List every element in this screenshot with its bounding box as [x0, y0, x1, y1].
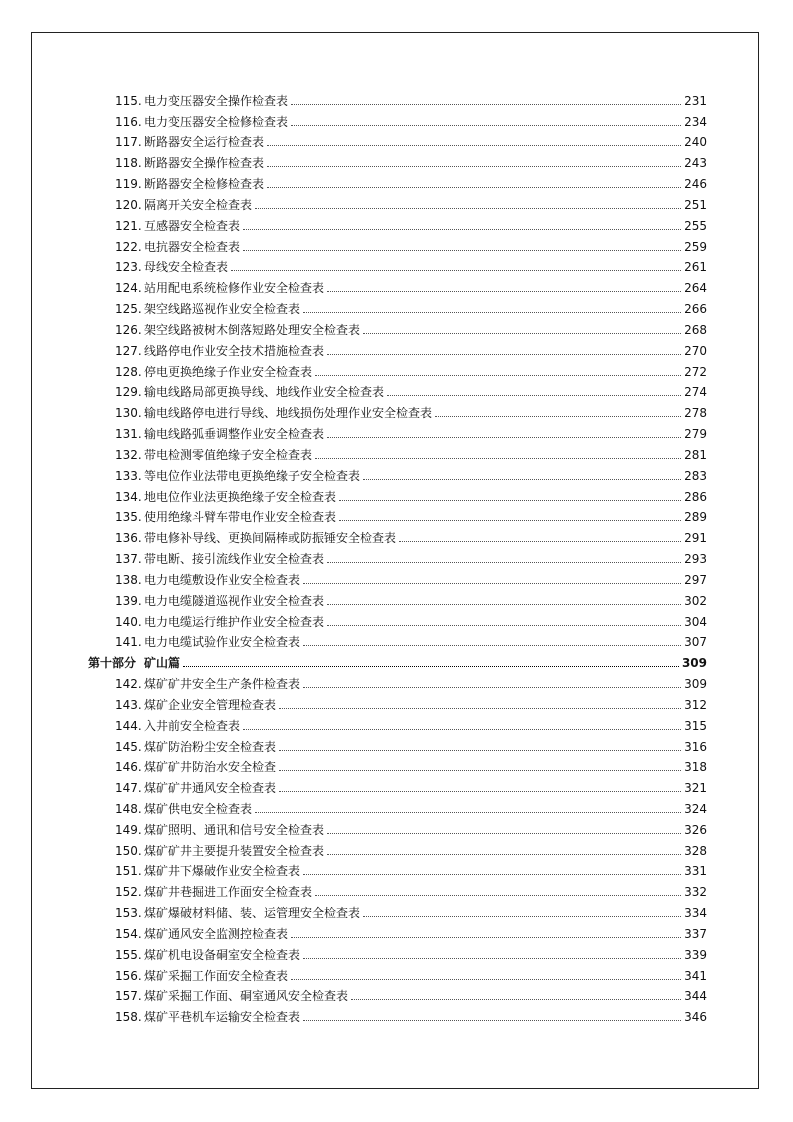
dot-leader — [291, 104, 681, 105]
toc-entry[interactable] — [88, 962, 707, 983]
toc-entry-page: 279 — [684, 427, 707, 442]
toc-entry-number: 153. — [115, 906, 142, 921]
toc-entry-number: 140. — [115, 614, 142, 629]
toc-entry-title: 停电更换绝缘子作业安全检查表 — [144, 364, 313, 379]
toc-entry-number: 141. — [115, 635, 142, 650]
toc-entry[interactable] — [88, 587, 707, 608]
toc-entry-number: 146. — [115, 760, 142, 775]
dot-leader — [279, 708, 681, 709]
toc-entry[interactable] — [88, 420, 707, 441]
toc-entry-page: 297 — [684, 572, 707, 587]
toc-entry-page: 283 — [684, 468, 707, 483]
toc-entry-number: 154. — [115, 926, 142, 941]
toc-entry-title: 煤矿矿井主要提升装置安全检查表 — [144, 843, 325, 858]
toc-entry-page: 318 — [684, 760, 707, 775]
toc-entry-number: 150. — [115, 843, 142, 858]
toc-entry-page: 324 — [684, 801, 707, 816]
toc-entry[interactable] — [88, 441, 707, 462]
toc-entry-number: 117. — [115, 135, 142, 150]
toc-entry-page: 272 — [684, 364, 707, 379]
toc-entry-number: 125. — [115, 302, 142, 317]
toc-entry-page: 274 — [684, 385, 707, 400]
toc-entry-page: 266 — [684, 302, 707, 317]
toc-entry[interactable] — [88, 129, 707, 150]
toc-entry-number: 133. — [115, 468, 142, 483]
toc-entry-number: 155. — [115, 947, 142, 962]
toc-entry[interactable] — [88, 524, 707, 545]
dot-leader — [267, 145, 681, 146]
toc-entry-page: 240 — [684, 135, 707, 150]
dot-leader — [435, 416, 681, 417]
dot-leader — [279, 791, 681, 792]
dot-leader — [243, 229, 681, 230]
dot-leader — [291, 125, 681, 126]
toc-entry[interactable] — [88, 87, 707, 108]
toc-entry-number: 149. — [115, 822, 142, 837]
dot-leader — [351, 999, 681, 1000]
toc-entry[interactable] — [88, 816, 707, 837]
toc-entry-title: 断路器安全运行检查表 — [144, 135, 265, 150]
toc-entry-page: 246 — [684, 177, 707, 192]
toc-entry-title: 煤矿防治粉尘安全检查表 — [144, 739, 277, 754]
toc-entry-number: 136. — [115, 531, 142, 546]
toc-entry-page: 304 — [684, 614, 707, 629]
toc-entry-title: 煤矿矿井安全生产条件检查表 — [144, 677, 301, 692]
toc-entry-number: 132. — [115, 447, 142, 462]
toc-entry-page: 316 — [684, 739, 707, 754]
toc-entry-page: 334 — [684, 906, 707, 921]
toc-entry-title: 煤矿爆破材料储、装、运管理安全检查表 — [144, 906, 361, 921]
toc-entry-page: 234 — [684, 114, 707, 129]
toc-entry[interactable] — [88, 462, 707, 483]
toc-entry-number: 121. — [115, 218, 142, 233]
toc-entry-page: 286 — [684, 489, 707, 504]
toc-section-heading[interactable] — [88, 649, 707, 670]
toc-entry-page: 331 — [684, 864, 707, 879]
toc-entry-title: 煤矿采掘工作面安全检查表 — [144, 968, 289, 983]
toc-entry-number: 127. — [115, 343, 142, 358]
toc-entry-page: 293 — [684, 552, 707, 567]
toc-entry-page: 270 — [684, 343, 707, 358]
dot-leader — [303, 312, 681, 313]
dot-leader — [339, 520, 681, 521]
toc-entry[interactable] — [88, 399, 707, 420]
toc-entry-number: 第十部分 — [88, 656, 137, 671]
toc-entry-number: 134. — [115, 489, 142, 504]
toc-entry-title: 输电线路弧垂调整作业安全检查表 — [144, 427, 325, 442]
toc-entry-number: 116. — [115, 114, 142, 129]
toc-entry-title: 入井前安全检查表 — [144, 718, 241, 733]
dot-leader — [267, 187, 681, 188]
toc-entry[interactable] — [88, 358, 707, 379]
toc-entry-number: 148. — [115, 801, 142, 816]
toc-entry-page: 291 — [684, 531, 707, 546]
toc-entry-page: 346 — [684, 1010, 707, 1025]
toc-entry-title: 煤矿采掘工作面、硐室通风安全检查表 — [144, 989, 349, 1004]
toc-entry-number: 137. — [115, 552, 142, 567]
toc-entry-page: 339 — [684, 947, 707, 962]
toc-entry-title: 使用绝缘斗臂车带电作业安全检查表 — [144, 510, 337, 525]
toc-entry-number: 115. — [115, 93, 142, 108]
toc-entry[interactable] — [88, 670, 707, 691]
dot-leader — [339, 500, 681, 501]
toc-entry-page: 326 — [684, 822, 707, 837]
toc-entry-number: 126. — [115, 322, 142, 337]
toc-entry-page: 332 — [684, 885, 707, 900]
toc-entry[interactable] — [88, 983, 707, 1004]
toc-entry-number: 124. — [115, 281, 142, 296]
toc-entry-title: 隔离开关安全检查表 — [144, 197, 253, 212]
dot-leader — [327, 625, 681, 626]
toc-entry[interactable] — [88, 566, 707, 587]
toc-entry-title: 断路器安全操作检查表 — [144, 156, 265, 171]
toc-entry[interactable] — [88, 170, 707, 191]
toc-entry-title: 架空线路巡视作业安全检查表 — [144, 302, 301, 317]
toc-entry-page: 312 — [684, 697, 707, 712]
toc-entry[interactable] — [88, 149, 707, 170]
toc-entry-page: 261 — [684, 260, 707, 275]
toc-entry[interactable] — [88, 379, 707, 400]
toc-entry-number: 122. — [115, 239, 142, 254]
toc-entry-number: 128. — [115, 364, 142, 379]
toc-entry[interactable] — [88, 754, 707, 775]
toc-entry-page: 243 — [684, 156, 707, 171]
toc-entry-title: 煤矿供电安全检查表 — [144, 801, 253, 816]
dot-leader — [363, 333, 681, 334]
toc-entry-number: 147. — [115, 781, 142, 796]
toc-entry-number: 145. — [115, 739, 142, 754]
dot-leader — [363, 916, 681, 917]
dot-leader — [267, 166, 681, 167]
toc-entry-page: 231 — [684, 93, 707, 108]
toc-entry-title: 煤矿照明、通讯和信号安全检查表 — [144, 822, 325, 837]
dot-leader — [255, 812, 681, 813]
toc-entry-title: 输电线路停电进行导线、地线损伤处理作业安全检查表 — [144, 406, 433, 421]
toc-entry-title: 母线安全检查表 — [144, 260, 229, 275]
dot-leader — [315, 458, 681, 459]
toc-entry[interactable] — [88, 504, 707, 525]
toc-entry[interactable] — [88, 837, 707, 858]
toc-entry-title: 煤矿矿井防治水安全检查 — [144, 760, 277, 775]
toc-entry-title: 带电修补导线、更换间隔棒或防振锤安全检查表 — [144, 531, 397, 546]
toc-entry-title: 电力变压器安全检修检查表 — [144, 114, 289, 129]
toc-entry-title: 地电位作业法更换绝缘子安全检查表 — [144, 489, 337, 504]
toc-entry[interactable] — [88, 316, 707, 337]
toc-entry[interactable] — [88, 295, 707, 316]
toc-entry-number: 138. — [115, 572, 142, 587]
toc-entry-page: 307 — [684, 635, 707, 650]
toc-entry-title: 矿山篇 — [144, 656, 181, 671]
toc-entry[interactable] — [88, 858, 707, 879]
toc-entry[interactable] — [88, 733, 707, 754]
toc-entry-page: 278 — [684, 406, 707, 421]
toc-entry[interactable] — [88, 878, 707, 899]
toc-entry[interactable] — [88, 108, 707, 129]
toc-entry[interactable] — [88, 233, 707, 254]
toc-entry[interactable] — [88, 691, 707, 712]
toc-entry[interactable] — [88, 254, 707, 275]
toc-entry-page: 328 — [684, 843, 707, 858]
toc-entry-page: 341 — [684, 968, 707, 983]
toc-entry-title: 电抗器安全检查表 — [144, 239, 241, 254]
toc-entry-number: 157. — [115, 989, 142, 1004]
toc-entry-title: 电力电缆运行维护作业安全检查表 — [144, 614, 325, 629]
dot-leader — [303, 874, 681, 875]
toc-entry-number: 123. — [115, 260, 142, 275]
toc-entry-title: 等电位作业法带电更换绝缘子安全检查表 — [144, 468, 361, 483]
toc-entry[interactable] — [88, 608, 707, 629]
dot-leader — [291, 937, 681, 938]
toc-entry-page: 264 — [684, 281, 707, 296]
toc-entry-page: 309 — [681, 656, 707, 671]
toc-entry-number: 158. — [115, 1010, 142, 1025]
dot-leader — [243, 729, 681, 730]
toc-entry-number: 118. — [115, 156, 142, 171]
toc-entry-title: 电力电缆敷设作业安全检查表 — [144, 572, 301, 587]
dot-leader — [303, 1020, 681, 1021]
toc-entry[interactable] — [88, 274, 707, 295]
toc-entry[interactable] — [88, 191, 707, 212]
toc-entry-title: 煤矿机电设备硐室安全检查表 — [144, 947, 301, 962]
toc-entry-page: 251 — [684, 197, 707, 212]
table-of-contents — [88, 87, 707, 1024]
toc-entry-number: 130. — [115, 406, 142, 421]
toc-entry-number: 119. — [115, 177, 142, 192]
dot-leader — [291, 979, 681, 980]
toc-entry[interactable] — [88, 337, 707, 358]
toc-entry-number: 142. — [115, 677, 142, 692]
dot-leader — [315, 895, 681, 896]
dot-leader — [327, 354, 681, 355]
dot-leader — [231, 270, 681, 271]
dot-leader — [279, 770, 681, 771]
toc-entry[interactable] — [88, 712, 707, 733]
toc-entry-page: 255 — [684, 218, 707, 233]
dot-leader — [399, 541, 681, 542]
toc-entry-page: 281 — [684, 447, 707, 462]
toc-entry-number: 143. — [115, 697, 142, 712]
toc-entry-title: 带电检测零值绝缘子安全检查表 — [144, 447, 313, 462]
toc-entry-title: 电力变压器安全操作检查表 — [144, 93, 289, 108]
dot-leader — [327, 854, 681, 855]
dot-leader — [327, 437, 681, 438]
toc-entry-number: 156. — [115, 968, 142, 983]
dot-leader — [327, 291, 681, 292]
toc-entry[interactable] — [88, 545, 707, 566]
dot-leader — [279, 750, 681, 751]
toc-entry-title: 电力电缆隧道巡视作业安全检查表 — [144, 593, 325, 608]
toc-entry[interactable] — [88, 774, 707, 795]
toc-entry-page: 337 — [684, 926, 707, 941]
toc-entry[interactable] — [88, 899, 707, 920]
toc-entry-title: 煤矿通风安全监测控检查表 — [144, 926, 289, 941]
toc-entry[interactable] — [88, 1003, 707, 1024]
toc-entry-number: 129. — [115, 385, 142, 400]
toc-entry-title: 架空线路被树木倒落短路处理安全检查表 — [144, 322, 361, 337]
dot-leader — [183, 666, 679, 667]
dot-leader — [303, 958, 681, 959]
toc-entry-title: 电力电缆试验作业安全检查表 — [144, 635, 301, 650]
toc-entry-number: 144. — [115, 718, 142, 733]
toc-entry-page: 268 — [684, 322, 707, 337]
toc-entry[interactable] — [88, 795, 707, 816]
dot-leader — [303, 583, 681, 584]
toc-entry-page: 302 — [684, 593, 707, 608]
toc-entry-page: 344 — [684, 989, 707, 1004]
dot-leader — [387, 395, 681, 396]
toc-entry-title: 带电断、接引流线作业安全检查表 — [144, 552, 325, 567]
toc-entry[interactable] — [88, 629, 707, 650]
toc-entry-title: 输电线路局部更换导线、地线作业安全检查表 — [144, 385, 385, 400]
toc-entry-title: 煤矿平巷机车运输安全检查表 — [144, 1010, 301, 1025]
toc-entry-number: 135. — [115, 510, 142, 525]
dot-leader — [363, 479, 681, 480]
toc-entry-number: 151. — [115, 864, 142, 879]
toc-entry[interactable] — [88, 920, 707, 941]
toc-entry-number: 131. — [115, 427, 142, 442]
toc-entry-number: 120. — [115, 197, 142, 212]
dot-leader — [303, 687, 681, 688]
dot-leader — [255, 208, 681, 209]
toc-entry-page: 289 — [684, 510, 707, 525]
toc-entry-title: 煤矿企业安全管理检查表 — [144, 697, 277, 712]
toc-entry-number: 152. — [115, 885, 142, 900]
toc-entry-page: 315 — [684, 718, 707, 733]
toc-entry[interactable] — [88, 483, 707, 504]
toc-entry-page: 309 — [684, 677, 707, 692]
toc-entry-page: 321 — [684, 781, 707, 796]
toc-entry-title: 煤矿井巷掘进工作面安全检查表 — [144, 885, 313, 900]
dot-leader — [243, 250, 681, 251]
toc-entry-page: 259 — [684, 239, 707, 254]
toc-entry-title: 煤矿井下爆破作业安全检查表 — [144, 864, 301, 879]
toc-entry[interactable] — [88, 212, 707, 233]
dot-leader — [327, 833, 681, 834]
toc-entry-title: 互感器安全检查表 — [144, 218, 241, 233]
dot-leader — [327, 562, 681, 563]
toc-entry-title: 线路停电作业安全技术措施检查表 — [144, 343, 325, 358]
dot-leader — [315, 375, 681, 376]
dot-leader — [303, 645, 681, 646]
toc-entry-number: 139. — [115, 593, 142, 608]
toc-entry-title: 站用配电系统检修作业安全检查表 — [144, 281, 325, 296]
dot-leader — [327, 604, 681, 605]
toc-entry[interactable] — [88, 941, 707, 962]
toc-entry-title: 煤矿矿井通风安全检查表 — [144, 781, 277, 796]
toc-entry-title: 断路器安全检修检查表 — [144, 177, 265, 192]
